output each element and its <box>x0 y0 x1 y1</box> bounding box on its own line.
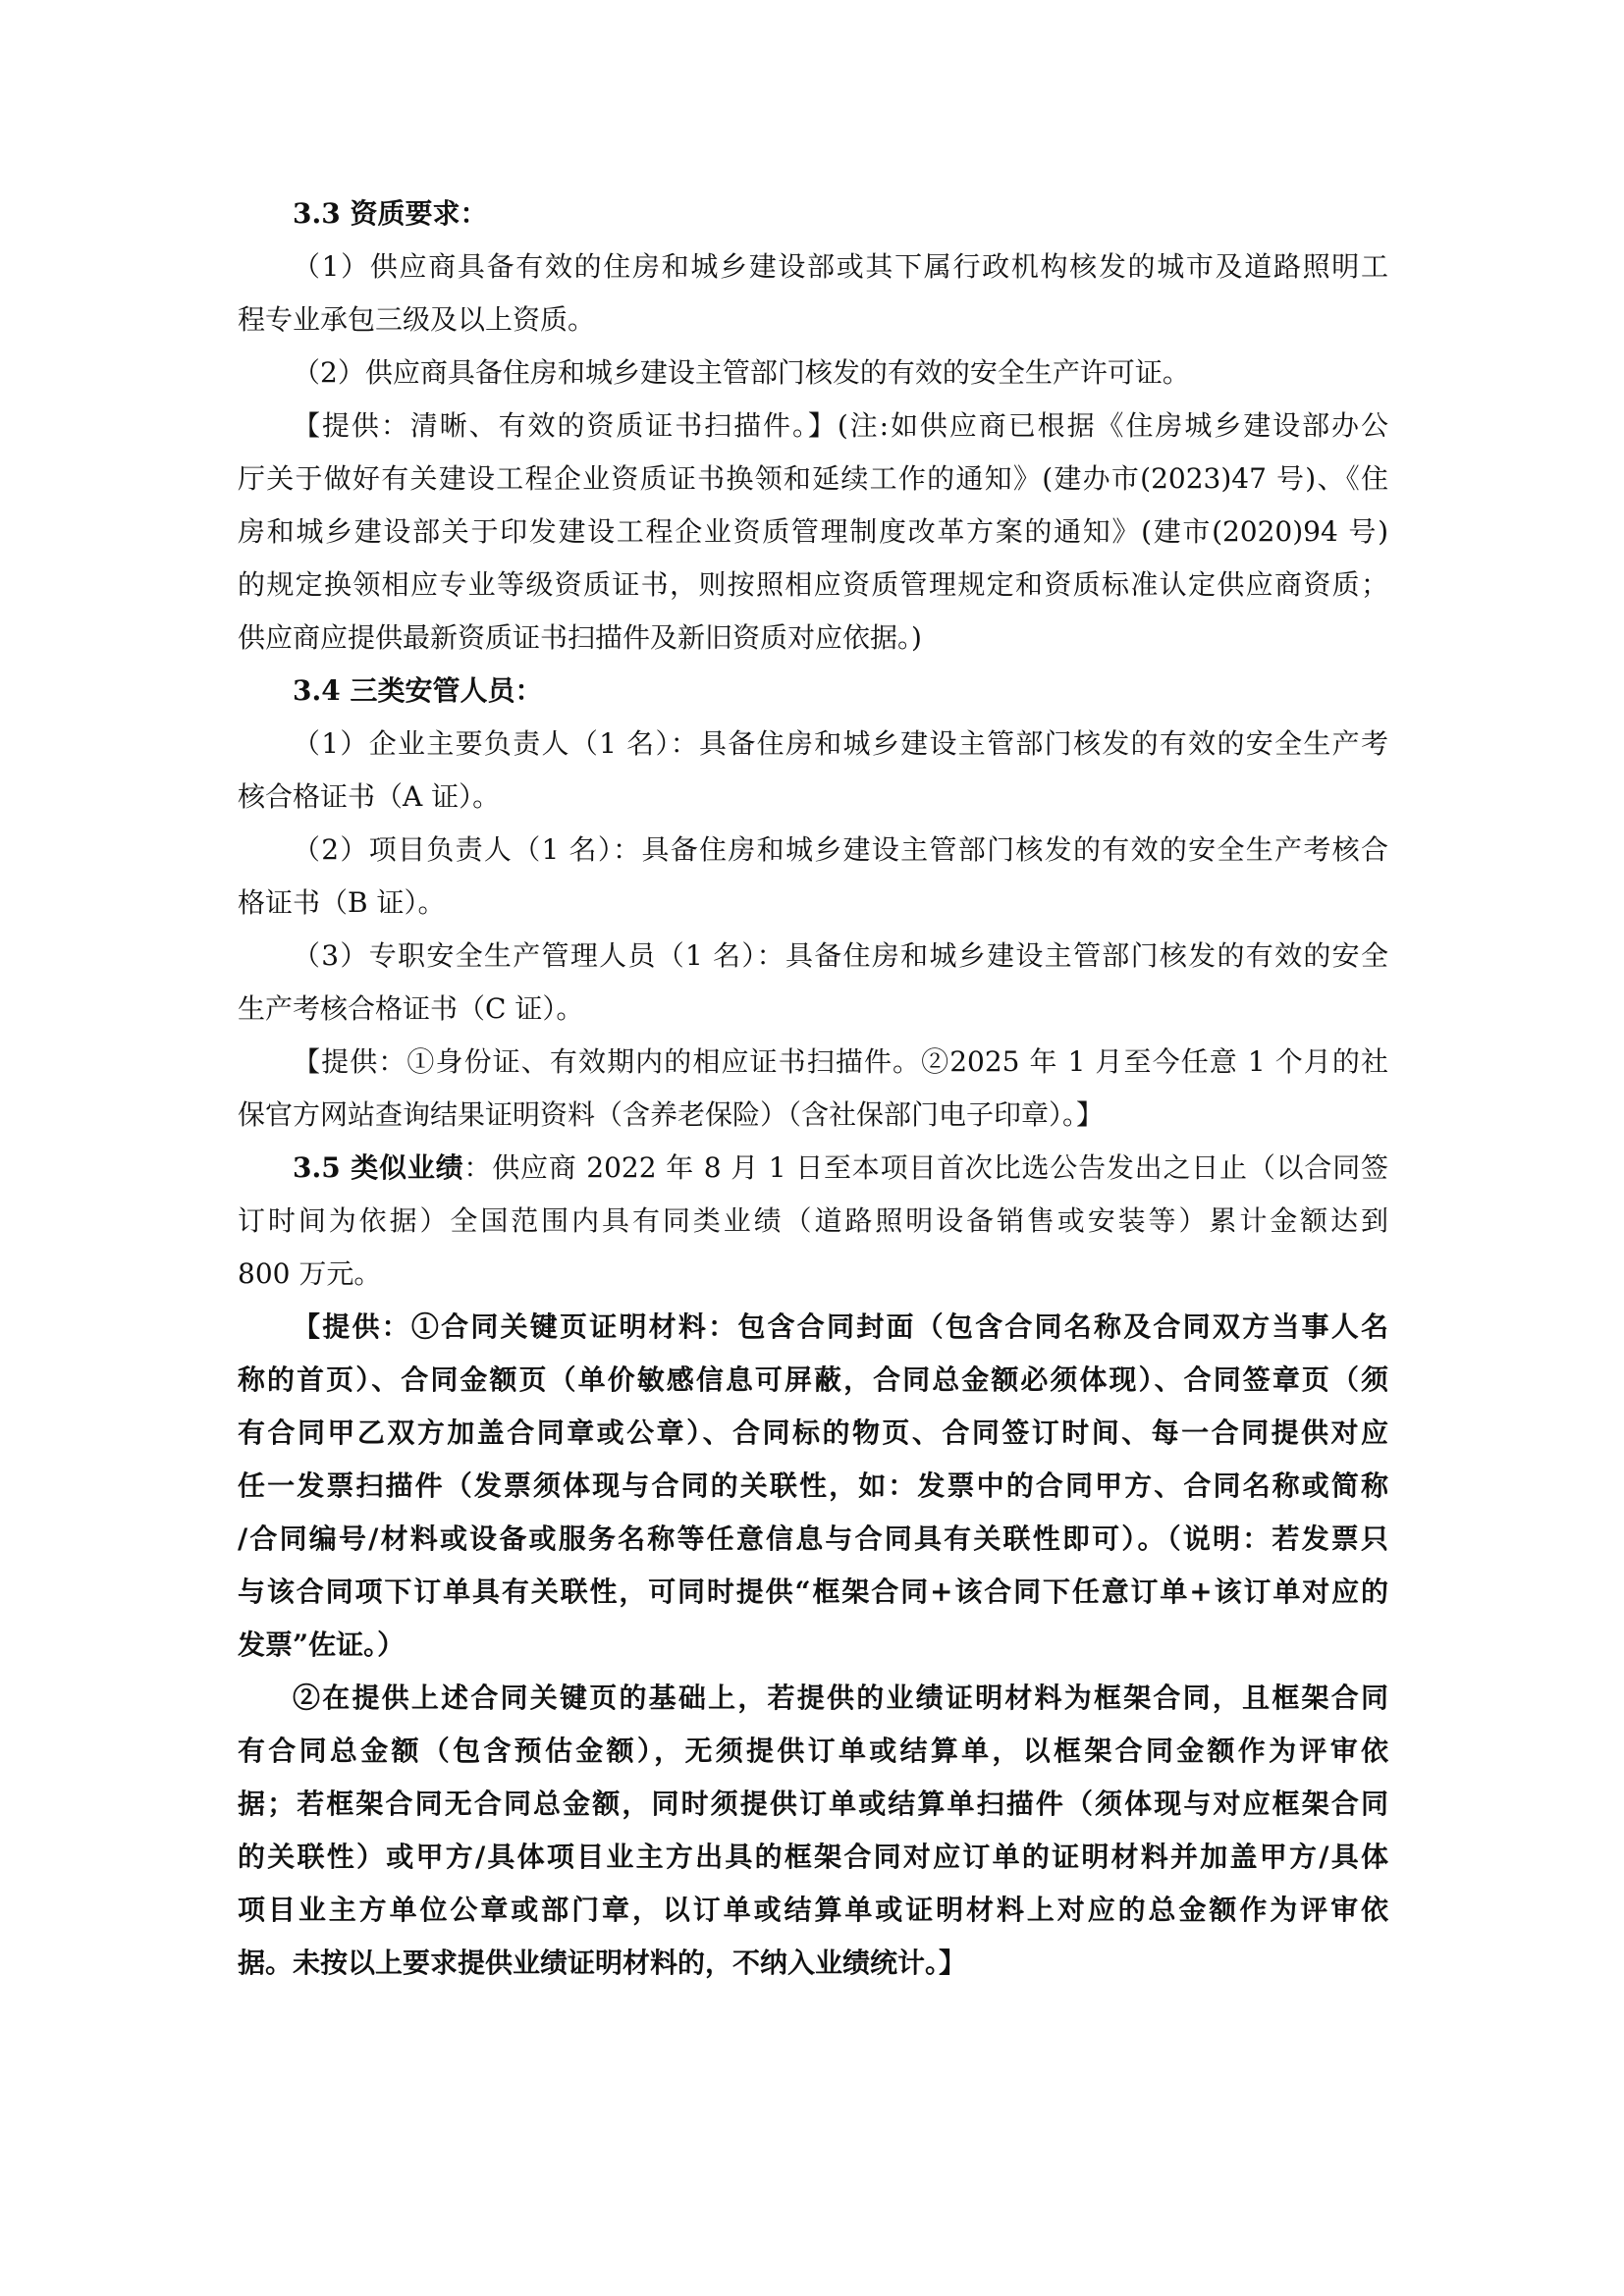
section-heading-3-5: 3.5 类似业绩 <box>293 1151 464 1184</box>
paragraph-line: 【提供：①身份证、有效期内的相应证书扫描件。②2025 年 1 月至今任意 1 个月的社 <box>293 1045 1388 1078</box>
paragraph-line: 生产考核合格证书（C 证）。 <box>238 992 584 1025</box>
bold-paragraph-line: 发票”佐证。） <box>238 1629 406 1661</box>
paragraph-line: （3）专职安全生产管理人员（1 名）：具备住房和城乡建设主管部门核发的有效的安全 <box>293 939 1388 972</box>
paragraph-line: 格证书（B 证）。 <box>238 886 446 919</box>
paragraph-line: （1）企业主要负责人（1 名）：具备住房和城乡建设主管部门核发的有效的安全生产考 <box>293 727 1388 760</box>
bold-paragraph-line: 据；若框架合同无合同总金额，同时须提供订单或结算单扫描件（须体现与对应框架合同 <box>238 1788 1388 1820</box>
bold-paragraph-line: 与该合同项下订单具有关联性，可同时提供“框架合同+该合同下任意订单+该订单对应的 <box>238 1575 1388 1608</box>
paragraph-line: （1）供应商具备有效的住房和城乡建设部或其下属行政机构核发的城市及道路照明工 <box>293 250 1388 283</box>
bold-paragraph-line: 任一发票扫描件（发票须体现与合同的关联性，如：发票中的合同甲方、合同名称或简称 <box>238 1469 1388 1502</box>
section-heading-3-4: 3.4 三类安管人员： <box>293 674 543 707</box>
paragraph-line: ：供应商 2022 年 8 月 1 日至本项目首次比选公告发出之日止（以合同签 <box>463 1151 1388 1184</box>
paragraph-line: 供应商应提供最新资质证书扫描件及新旧资质对应依据。) <box>238 621 922 654</box>
bold-paragraph-line: 【提供：①合同关键页证明材料：包含合同封面（包含合同名称及合同双方当事人名 <box>293 1310 1388 1343</box>
document-body <box>238 192 1388 1995</box>
paragraph-line: 程专业承包三级及以上资质。 <box>238 303 596 336</box>
paragraph-line: 房和城乡建设部关于印发建设工程企业资质管理制度改革方案的通知》(建市(2020)94 号) <box>238 515 1388 548</box>
bold-paragraph-line: 项目业主方单位公章或部门章，以订单或结算单或证明材料上对应的总金额作为评审依 <box>238 1894 1388 1926</box>
paragraph-line: 订时间为依据）全国范围内具有同类业绩（道路照明设备销售或安装等）累计金额达到 <box>238 1204 1388 1237</box>
paragraph-line: （2）项目负责人（1 名）：具备住房和城乡建设主管部门核发的有效的安全生产考核合 <box>293 833 1388 866</box>
paragraph-line: 【提供：清晰、有效的资质证书扫描件。】(注:如供应商已根据《住房城乡建设部办公 <box>293 409 1388 442</box>
paragraph-line: 保官方网站查询结果证明资料（含养老保险）（含社保部门电子印章）。】 <box>238 1098 1105 1131</box>
section-heading-3-3: 3.3 资质要求： <box>293 197 488 230</box>
bold-paragraph-line: 的关联性）或甲方/具体项目业主方出具的框架合同对应订单的证明材料并加盖甲方/具体 <box>238 1841 1388 1873</box>
bold-paragraph-line: 有合同甲乙双方加盖合同章或公章）、合同标的物页、合同签订时间、每一合同提供对应 <box>238 1416 1388 1449</box>
paragraph-line: 的规定换领相应专业等级资质证书，则按照相应资质管理规定和资质标准认定供应商资质； <box>238 568 1388 601</box>
paragraph-line: 800 万元。 <box>238 1257 382 1290</box>
bold-paragraph-line: 据。未按以上要求提供业绩证明材料的，不纳入业绩统计。】 <box>238 1947 967 1979</box>
paragraph-line: （2）供应商具备住房和城乡建设主管部门核发的有效的安全生产许可证。 <box>293 356 1190 389</box>
bold-paragraph-line: 有合同总金额（包含预估金额），无须提供订单或结算单，以框架合同金额作为评审依 <box>238 1735 1388 1767</box>
bold-paragraph-line: 称的首页）、合同金额页（单价敏感信息可屏蔽，合同总金额必须体现）、合同签章页（须 <box>238 1363 1388 1396</box>
paragraph-line: 厅关于做好有关建设工程企业资质证书换领和延续工作的通知》(建办市(2023)47 号)、《住 <box>238 462 1388 495</box>
paragraph-line: 核合格证书（A 证）。 <box>238 780 501 813</box>
bold-paragraph-line: /合同编号/材料或设备或服务名称等任意信息与合同具有关联性即可）。（说明：若发票只 <box>238 1522 1388 1555</box>
bold-paragraph-line: ②在提供上述合同关键页的基础上，若提供的业绩证明材料为框架合同，且框架合同 <box>293 1682 1388 1714</box>
section-heading-3-5-line <box>238 1147 1388 1190</box>
